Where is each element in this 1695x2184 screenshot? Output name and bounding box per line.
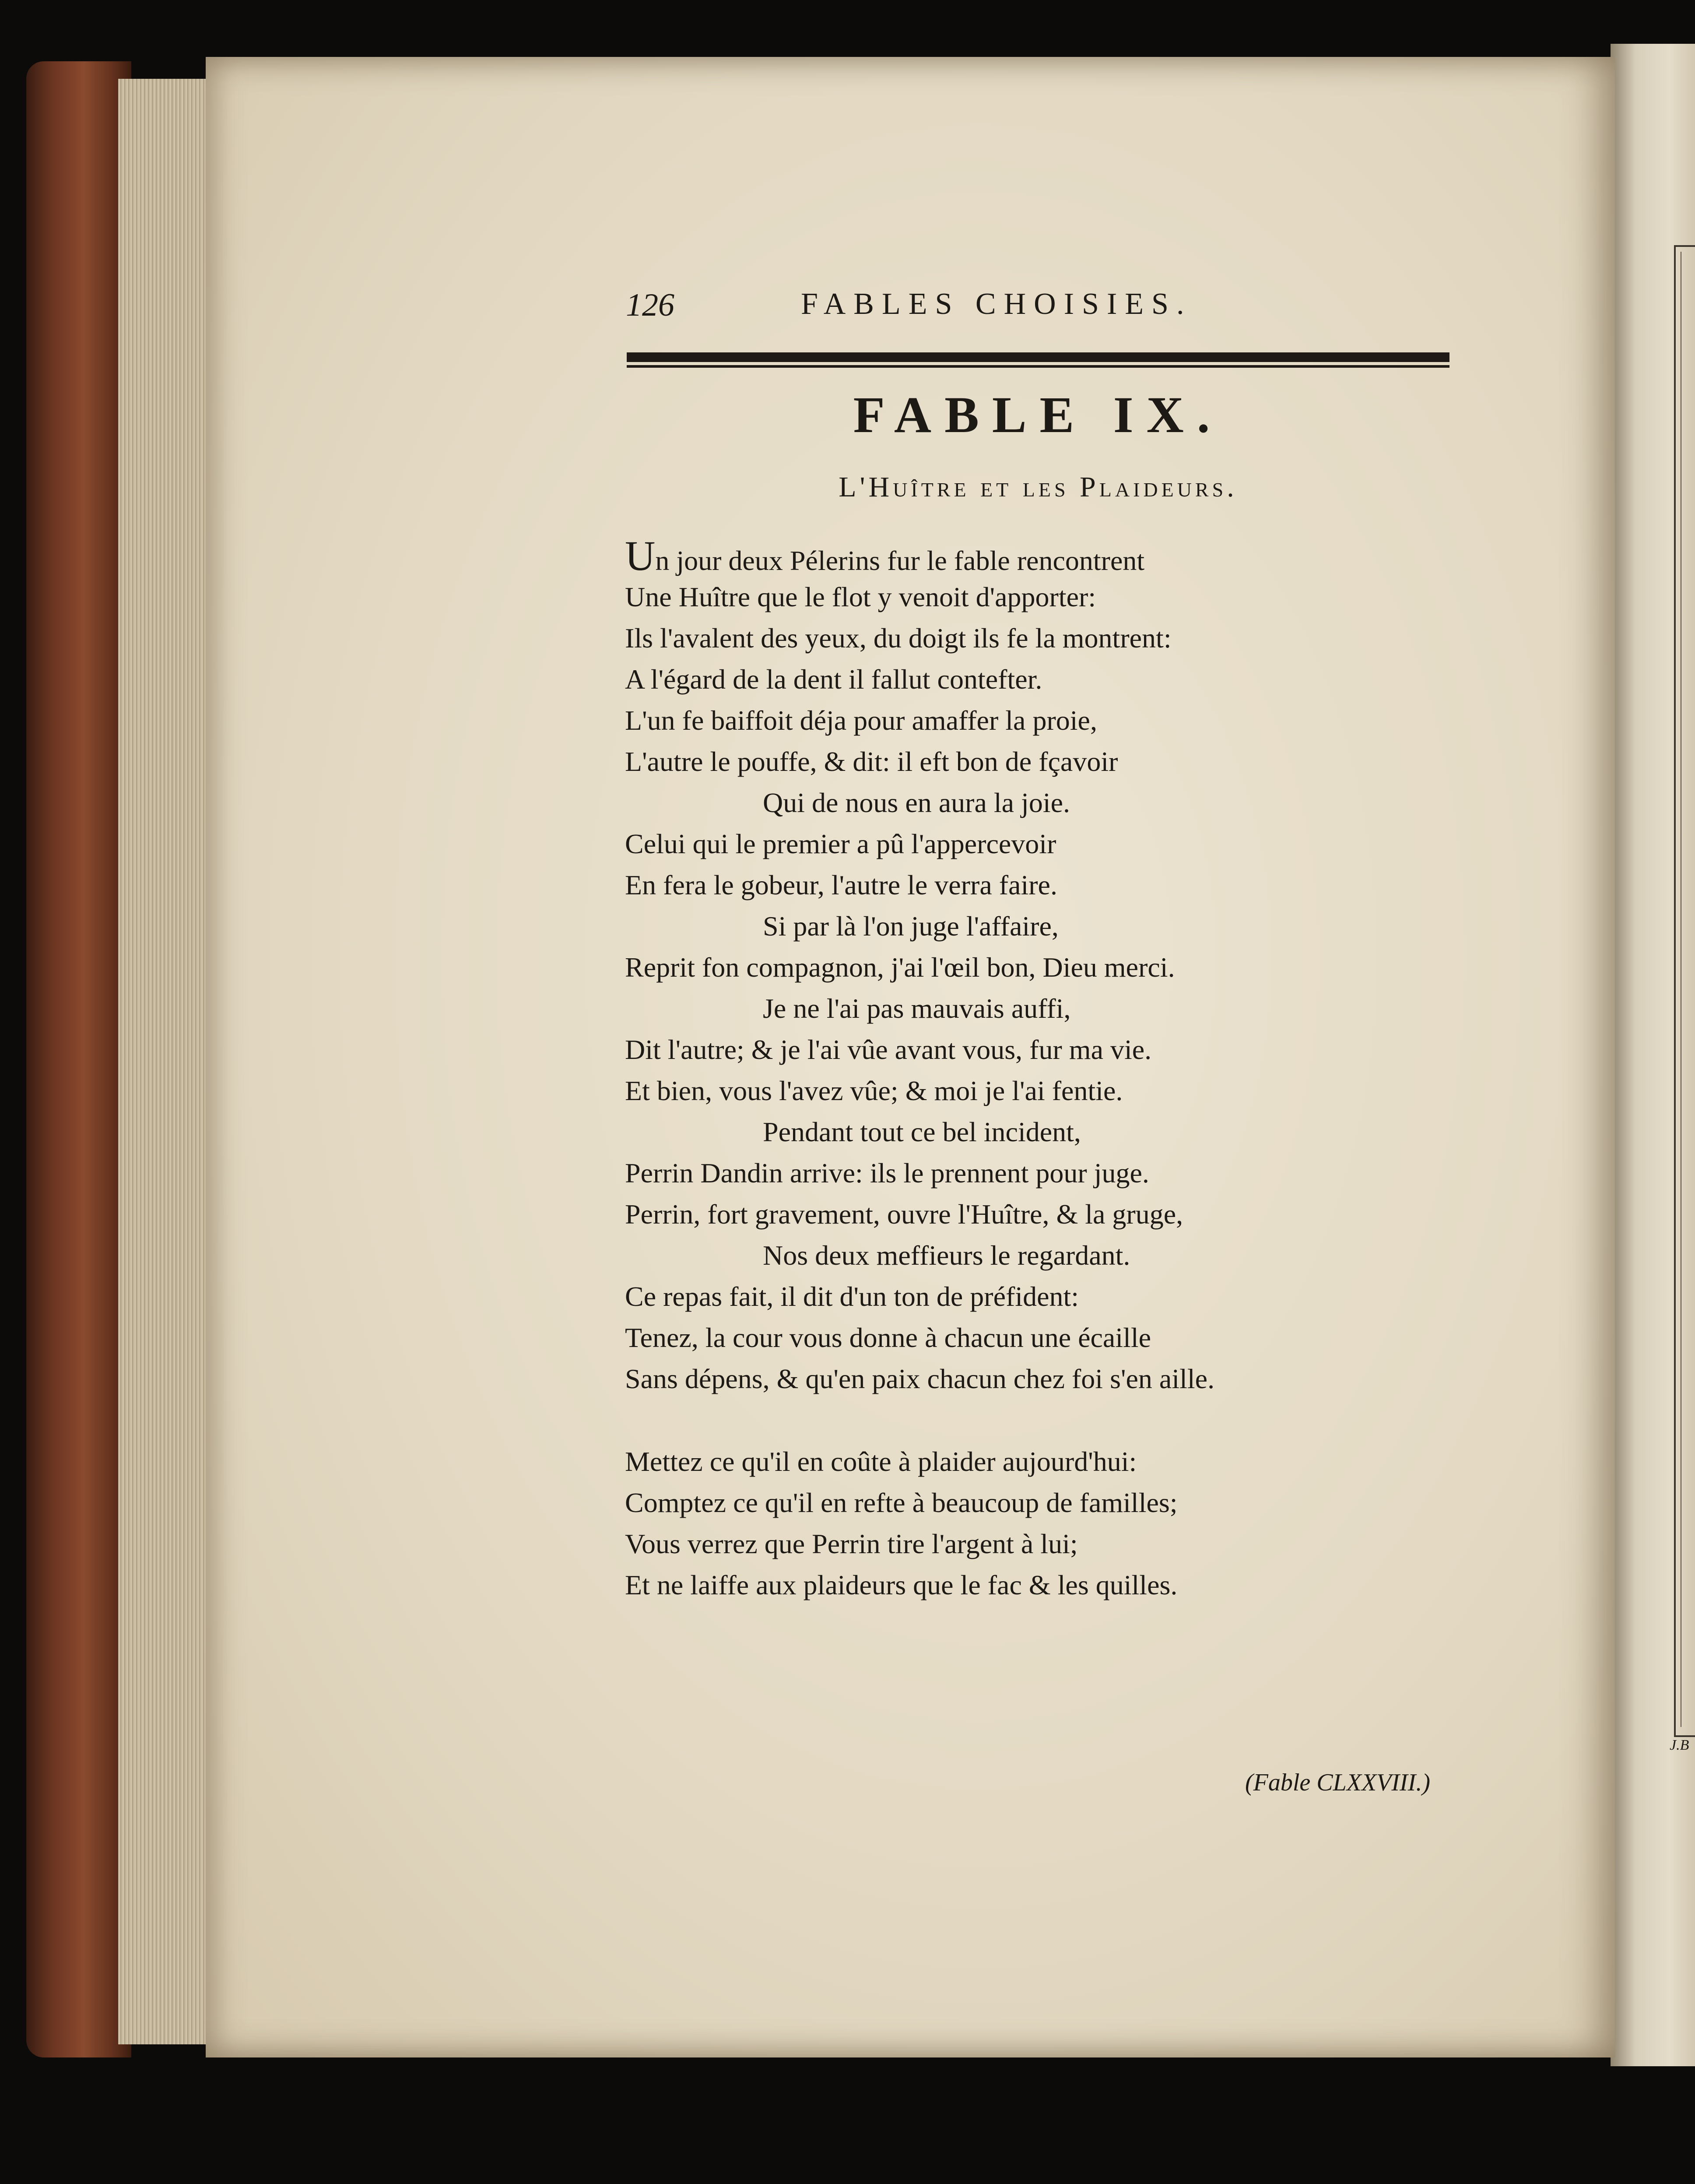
fable-heading: FABLE IX. (853, 386, 1223, 443)
running-head (626, 287, 1282, 331)
poem-line: Nos deux meffieurs le regardant. (763, 1240, 1130, 1271)
poem-line: Sans dépens, & qu'en paix chacun chez foi s'en aille. (625, 1363, 1215, 1394)
poem-line: Celui qui le premier a pû l'appercevoir (625, 828, 1056, 859)
poem-line: Reprit fon compagnon, j'ai l'œil bon, Dieu merci. (625, 952, 1175, 983)
poem-line: Qui de nous en aura la joie. (763, 787, 1070, 818)
poem-line: Ce repas fait, il dit d'un ton de préfident: (625, 1281, 1079, 1312)
facing-page-initials: J.B (1670, 1737, 1689, 1753)
poem-line: L'un fe baiffoit déja pour amaffer la proie, (625, 705, 1097, 736)
poem-line: L'autre le pouffe, & dit: il eft bon de fçavoir (625, 746, 1118, 777)
poem-line: Mettez ce qu'il en coûte à plaider aujourd'hui: (625, 1446, 1137, 1477)
poem-line: Perrin, fort gravement, ouvre l'Huître, & la gruge, (625, 1199, 1183, 1230)
poem-line: Et bien, vous l'avez vûe; & moi je l'ai fentie. (625, 1075, 1123, 1106)
poem-line: A l'égard de la dent il fallut contefter. (625, 664, 1042, 695)
first-line-text: n jour deux Pélerins fur le fable rencontrent (655, 545, 1145, 576)
poem-line: Comptez ce qu'il en refte à beaucoup de familles; (625, 1487, 1178, 1518)
header-rule-thick (627, 352, 1449, 362)
poem-line (625, 532, 1145, 579)
poem-line: Ils l'avalent des yeux, du doigt ils fe la montrent: (625, 622, 1172, 654)
poem-line: Dit l'autre; & je l'ai vûe avant vous, fur ma vie. (625, 1034, 1152, 1065)
poem-line: Si par là l'on juge l'affaire, (763, 911, 1059, 942)
book-title: FABLES CHOISIES. (801, 287, 1192, 321)
catchword: (Fable CLXXVIII.) (1245, 1769, 1430, 1796)
drop-cap: U (625, 532, 656, 579)
poem-line: Vous verrez que Perrin tire l'argent à lui; (625, 1528, 1078, 1559)
poem-line: En fera le gobeur, l'autre le verra faire. (625, 869, 1057, 900)
fable-subtitle: L'Huître et les Plaideurs. (839, 471, 1238, 503)
header-rule-thin (627, 365, 1449, 368)
poem-line: Une Huître que le flot y venoit d'apporter: (625, 581, 1096, 612)
page-number: 126 (626, 287, 674, 323)
leather-spine (26, 61, 131, 2057)
poem-line: Tenez, la cour vous donne à chacun une écaille (625, 1322, 1151, 1353)
poem-line: Et ne laiffe aux plaideurs que le fac & les quilles. (625, 1569, 1178, 1600)
facing-page-plate-inner-rule (1681, 252, 1695, 1727)
poem-line: Je ne l'ai pas mauvais auffi, (763, 993, 1071, 1024)
page-block-edges (118, 79, 219, 2044)
poem-line: Pendant tout ce bel incident, (763, 1116, 1081, 1147)
poem-line: Perrin Dandin arrive: ils le prennent pour juge. (625, 1157, 1149, 1189)
